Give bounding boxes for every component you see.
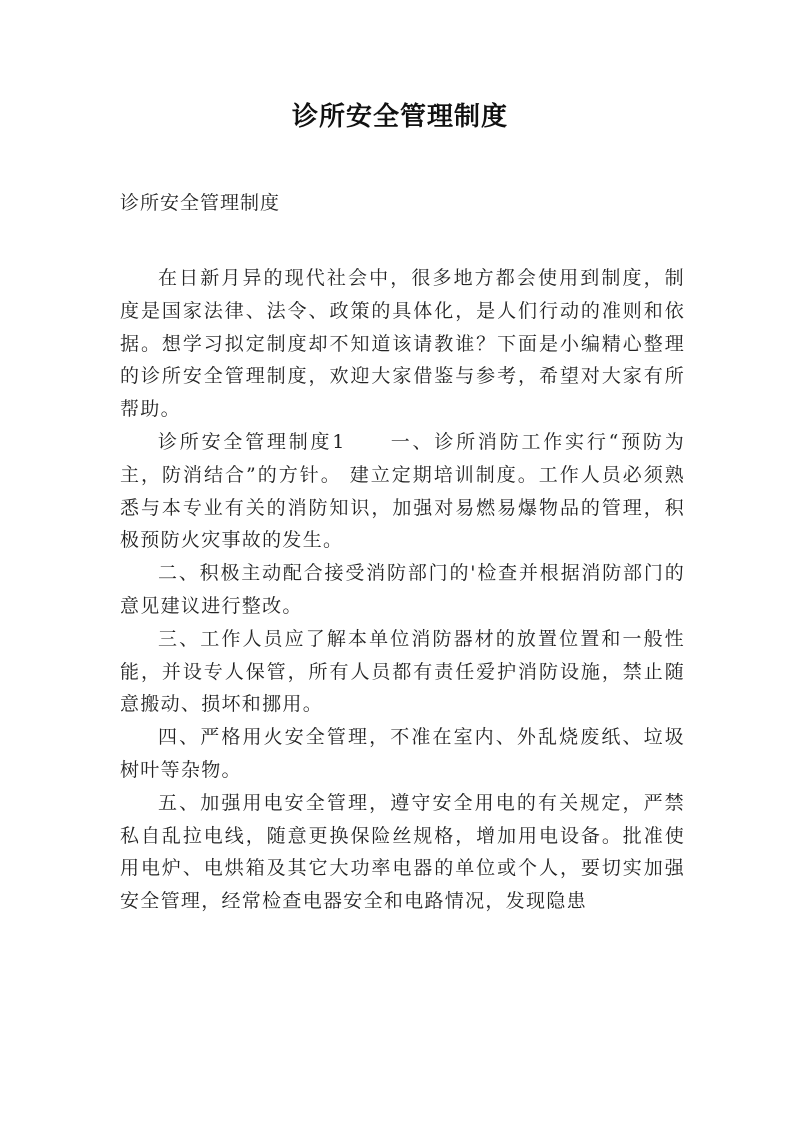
- paragraph-rule-1: 诊所安全管理制度1 一、诊所消防工作实行“预防为主，防消结合”的方针。 建立定期培训制度。工作人员必须熟悉与本专业有关的消防知识，加强对易燃易爆物品的管理，积极预防火灾事故的发生。: [120, 430, 685, 552]
- paragraph-rule-5: 五、加强用电安全管理，遵守安全用电的有关规定，严禁私自乱拉电线，随意更换保险丝规格，增加用电设备。批准使用电炉、电烘箱及其它大功率电器的单位或个人，要切实加强安全管理，经常检查电器安全和电路情况，发现隐患: [120, 791, 685, 913]
- paragraph-intro: 在日新月异的现代社会中，很多地方都会使用到制度，制度是国家法律、法令、政策的具体化，是人们行动的准则和依据。想学习拟定制度却不知道该请教谁？下面是小编精心整理的诊所安全管理制度，欢迎大家借鉴与参考，希望对大家有所帮助。: [120, 267, 685, 421]
- document-subtitle: 诊所安全管理制度: [120, 192, 281, 214]
- document-title: 诊所安全管理制度: [291, 102, 508, 132]
- paragraph-rule-2: 二、积极主动配合接受消防部门的'检查并根据消防部门的意见建议进行整改。: [120, 562, 685, 617]
- document-body: [120, 262, 685, 918]
- paragraph-rule-3: 三、工作人员应了解本单位消防器材的放置位置和一般性能，并设专人保管，所有人员都有责任爱护消防设施，禁止随意搬动、损坏和挪用。: [120, 627, 685, 716]
- paragraph-rule-4: 四、严格用火安全管理，不准在室内、外乱烧废纸、垃圾树叶等杂物。: [120, 726, 685, 781]
